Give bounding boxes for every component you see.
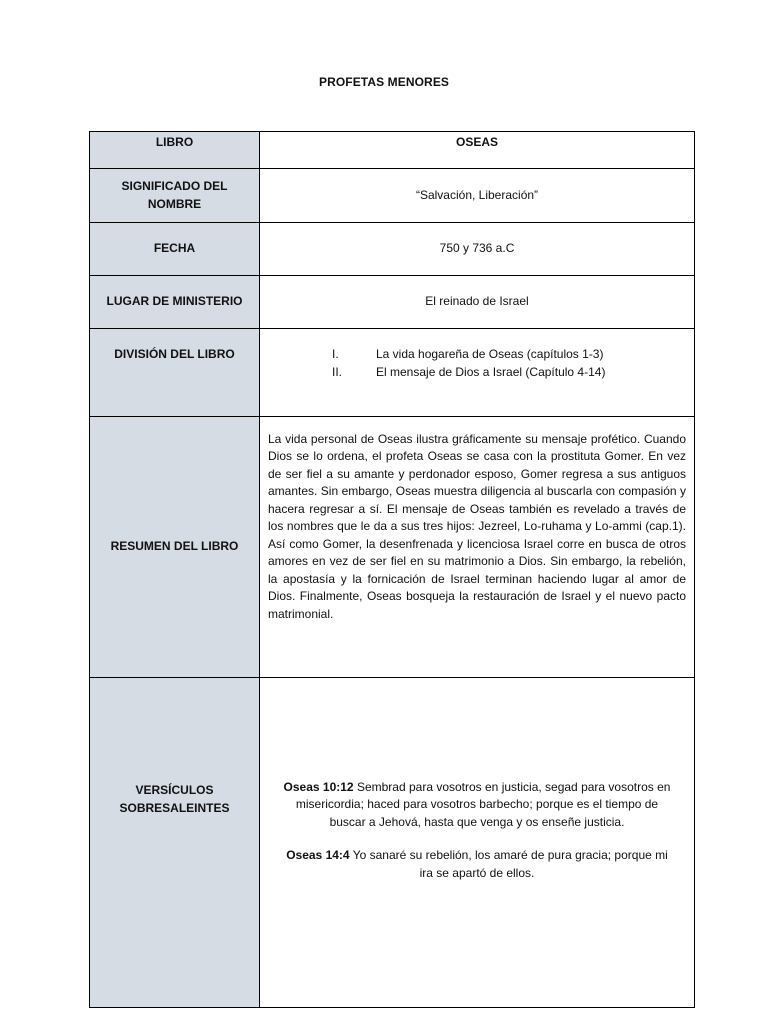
label-significado-line1: SIGNIFICADO DEL <box>121 179 228 193</box>
label-libro: LIBRO <box>90 132 260 169</box>
label-versiculos-line2: SOBRESALEINTES <box>119 800 230 815</box>
book-info-table <box>89 131 695 1008</box>
table-row-division <box>90 329 695 417</box>
table-row-resumen <box>90 417 695 678</box>
list-item-number: II. <box>332 364 343 379</box>
label-fecha: FECHA <box>90 223 260 276</box>
value-division <box>260 329 695 417</box>
list-item <box>332 364 622 382</box>
page-title: PROFETAS MENORES <box>318 75 450 89</box>
label-lugar: LUGAR DE MINISTERIO <box>90 276 260 329</box>
table-row-lugar <box>90 276 695 329</box>
list-item <box>332 346 622 364</box>
value-significado: “Salvación, Liberación” <box>260 169 695 223</box>
division-list <box>332 346 622 381</box>
verse-reference: Oseas 10:12 <box>283 779 354 794</box>
value-fecha: 750 y 736 a.C <box>260 223 695 276</box>
list-item-text: El mensaje de Dios a Israel (Capítulo 4-14) <box>376 364 606 379</box>
table-row-versiculos <box>90 678 695 1008</box>
list-item-text: La vida hogareña de Oseas (capítulos 1-3) <box>376 347 604 361</box>
value-resumen <box>260 417 695 678</box>
verse-text: Yo sanaré su rebelión, los amaré de pura gracia; porque mi ira se apartó de ellos. <box>349 848 668 880</box>
verses-block <box>266 779 688 883</box>
table-row-libro <box>90 132 695 169</box>
value-libro: OSEAS <box>260 132 695 169</box>
table-row-fecha <box>90 223 695 276</box>
table-row-significado <box>90 169 695 223</box>
value-versiculos <box>260 678 695 1008</box>
label-division: DIVISIÓN DEL LIBRO <box>90 329 260 417</box>
verse-reference: Oseas 14:4 <box>286 848 350 863</box>
label-versiculos <box>90 678 260 1008</box>
label-significado-line2: NOMBRE <box>147 196 202 211</box>
verse-text: Sembrad para vosotros en justicia, segad para vosotros en misericordia; haced para vosotros barbecho; porque es el tiempo de buscar a Jehová, hasta que venga y os enseñe justicia. <box>295 779 671 829</box>
label-versiculos-line1: VERSÍCULOS <box>135 783 214 797</box>
label-significado <box>90 169 260 223</box>
summary-text: La vida personal de Oseas ilustra gráficamente su mensaje profético. Cuando Dios se lo ordena, el profeta Oseas se casa con la prostituta Gomer. En vez de ser fiel a su amante y perdonador esposo, Gomer regresa a sus antiguos amantes. Sin embargo, Oseas muestra diligencia al buscarla con compasión y hacera regresar a sí. El mensaje de Oseas también es revelado a través de los nombres que le da a sus tres hijos: Jezreel, Lo-ruhama y Lo-ammi (cap.1). Así como Gomer, la desenfrenada y licenciosa Israel corre en busca de otros amores en vez de ser fiel en su matrimonio a Dios. Sin embargo, la rebelión, la apostasía y la fornicación de Israel terminan haciendo lugar al amor de Dios. Finalmente, Oseas bosqueja la restauración de Israel y el nuevo pacto matrimonial. <box>268 431 686 621</box>
verse <box>280 847 674 882</box>
list-item-number: I. <box>332 347 339 361</box>
value-lugar: El reinado de Israel <box>260 276 695 329</box>
label-resumen: RESUMEN DEL LIBRO <box>90 417 260 678</box>
verse <box>280 779 674 832</box>
